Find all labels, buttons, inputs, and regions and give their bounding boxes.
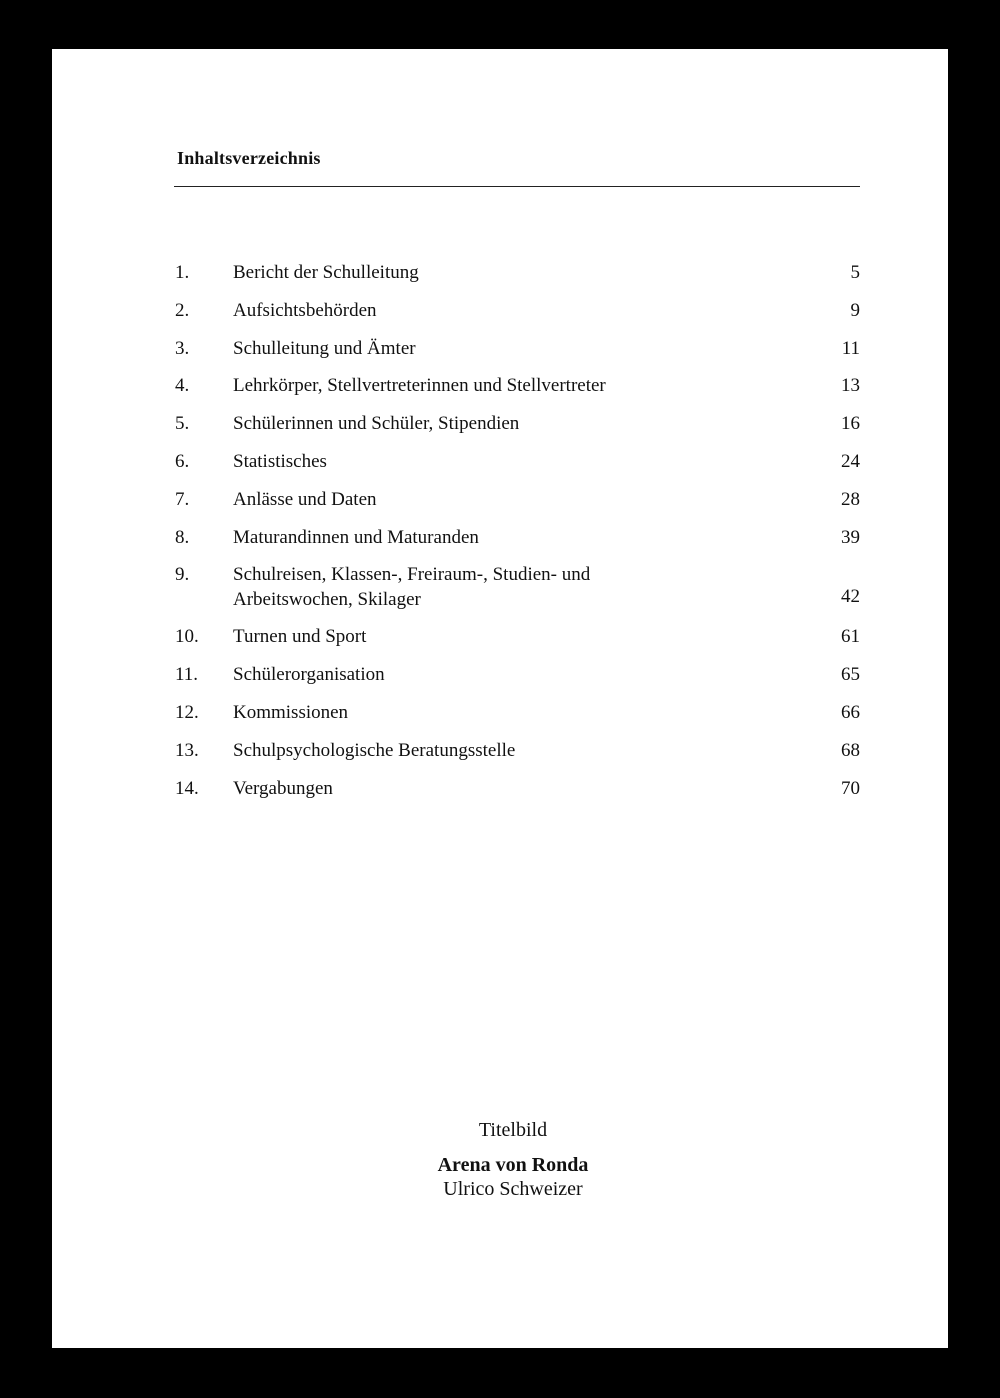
toc-entry-page: 65 — [841, 664, 860, 685]
toc-entry-title: Schülerinnen und Schüler, Stipendien — [233, 413, 520, 434]
toc-entry-title: Schulreisen, Klassen-, Freiraum-, Studien- und — [233, 564, 591, 585]
toc-entry-page: 42 — [841, 586, 860, 607]
toc-entry-number: 4. — [175, 375, 190, 396]
toc-entry-title: Schulleitung und Ämter — [233, 338, 416, 359]
toc-entry-title: Schulpsychologische Beratungsstelle — [233, 740, 516, 761]
toc-entry-number: 8. — [175, 527, 190, 548]
toc-entry-page: 24 — [841, 451, 860, 472]
toc-entry-title: Turnen und Sport — [233, 626, 367, 647]
toc-entry-number: 5. — [175, 413, 190, 434]
toc-entry-number: 14. — [175, 778, 199, 799]
toc-entry-page: 68 — [841, 740, 860, 761]
toc-entry-number: 10. — [175, 626, 199, 647]
toc-entry-page: 28 — [841, 489, 860, 510]
toc-entry-number: 11. — [175, 664, 199, 685]
toc-entry-page: 5 — [850, 262, 860, 283]
toc-entry-number: 13. — [175, 740, 199, 761]
toc-entry-page: 11 — [841, 338, 860, 359]
toc-entry-title: Vergabungen — [233, 778, 333, 799]
toc-entry-title: Kommissionen — [233, 702, 349, 723]
toc-entry-number: 9. — [175, 564, 190, 585]
toc-entry-title: Schülerorganisation — [233, 664, 385, 685]
document-page — [52, 49, 948, 1348]
toc-entry-page: 61 — [841, 626, 860, 647]
toc-entry-number: 12. — [175, 702, 199, 723]
toc-entry-title: Lehrkörper, Stellvertreterinnen und Stellvertreter — [233, 375, 606, 396]
toc-entry-page: 13 — [841, 375, 860, 396]
toc-heading: Inhaltsverzeichnis — [177, 148, 321, 168]
toc-entry-page: 39 — [841, 527, 860, 548]
toc-entry-title-line2: Arbeitswochen, Skilager — [233, 589, 421, 610]
caption-author: Ulrico Schweizer — [443, 1178, 583, 1200]
caption-title: Arena von Ronda — [437, 1154, 589, 1176]
toc-entry-page: 66 — [841, 702, 860, 723]
toc-entry-title: Maturandinnen und Maturanden — [233, 527, 479, 548]
toc-entry-number: 7. — [175, 489, 190, 510]
toc-entry-title: Aufsichtsbehörden — [233, 300, 377, 321]
toc-entry-title: Anlässe und Daten — [233, 489, 377, 510]
toc-entry-page: 16 — [841, 413, 860, 434]
toc-entry-number: 2. — [175, 300, 190, 321]
toc-entry-title: Bericht der Schulleitung — [233, 262, 419, 283]
toc-entry-title: Statistisches — [233, 451, 327, 472]
toc-entry-number: 1. — [175, 262, 190, 283]
heading-divider — [174, 186, 860, 187]
toc-entry-page: 70 — [841, 778, 860, 799]
toc-entry-number: 6. — [175, 451, 190, 472]
toc-entry-number: 3. — [175, 338, 190, 359]
toc-entry-page: 9 — [850, 300, 860, 321]
caption-label: Titelbild — [478, 1119, 548, 1141]
